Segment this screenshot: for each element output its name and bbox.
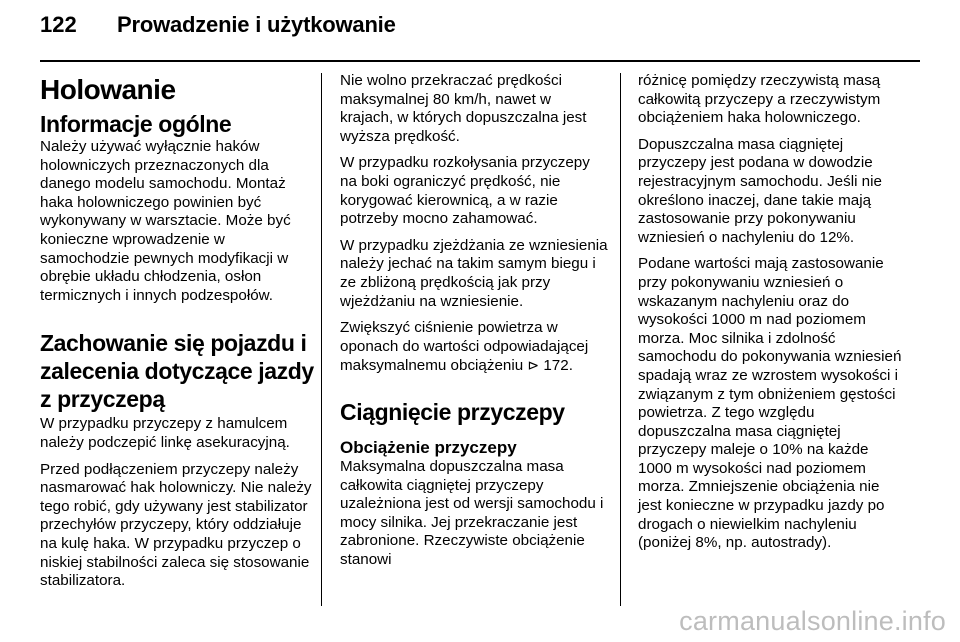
heading-general-info: Informacje ogólne [40,111,232,137]
page-reference-arrow-icon: ⊳ [527,357,540,374]
page-reference-number[interactable]: 172. [539,357,573,375]
paragraph-max-mass: Maksymalna dopuszczalna masa całkowita ciągniętej przyczepy uzależniona jest od wersji samochodu i mocy silnika. Jej przekraczanie jest zabronione. Rzeczywiste obciążenie stanowi [340,457,604,568]
header-rule [40,60,920,62]
paragraph-swaying: W przypadku rozkołysania przyczepy na boki ograniczyć prędkość, nie korygować kierownicą, a w razie potrzeby mocno zahamować. [340,154,590,228]
spacer [340,229,608,237]
paragraph-tyre-pressure [340,319,608,376]
spacer [340,311,608,319]
paragraph-lubrication: Przed podłączeniem przyczepy należy nasmarować hak holowniczy. Nie należy tego robić, gdy używany jest stabilizator przechyłów przyczepy, który oddziałuje na kulę haka. W przypadku przyczep o niskiej stabilności zaleca się stosowanie stabilizatora. [40,460,312,590]
spacer [40,305,315,325]
watermark: carmanualsonline.info [679,606,946,636]
paragraph-downhill: W przypadku zjeżdżania ze wzniesienia należy jechać na takim samym biegu i ze zbliżoną prędkością jak przy wjeżdżaniu na wzniesienie. [340,236,608,310]
column-3 [638,72,904,553]
paragraph-speed-limit: Nie wolno przekraczać prędkości maksymalnej 80 km/h, nawet w krajach, w których dopuszczalna jest wyższa prędkość. [340,72,587,145]
page-number: 122 [40,12,77,37]
section-title-towing: Holowanie [40,74,176,105]
paragraph-load-difference: różnicę pomiędzy rzeczywistą masą całkowitą przyczepy a rzeczywistym obciążeniem haka holowniczego. [638,72,881,127]
heading-trailer-load: Obciążenie przyczepy [340,437,517,457]
spacer [40,453,315,461]
spacer [340,146,608,154]
spacer [340,426,608,438]
running-title: Prowadzenie i użytkowanie [117,12,396,37]
spacer [638,247,904,255]
paragraph-registration: Dopuszczalna masa ciągniętej przyczepy jest podana w dowodzie rejestracyjnym samochodu. Jeśli nie określono inaczej, dane takie mają zastosowanie przy pokonywaniu wzniesień o nachyleniu do 12%. [638,135,882,246]
paragraph-altitude: Podane wartości mają zastosowanie przy pokonywaniu wzniesień o wskazanym nachyleniu oraz do wysokości 1000 m nad poziomem morza. Moc silnika i zdolność samochodu do pokonywania wzniesień spadają wraz ze wzrostem wysokości i związanym z tym obniżeniem gęstości powietrza. Z tego względu dopuszczalna masa ciągniętej przyczepy maleje o 10% na każde 1000 m wysokości nad poziomem morza. Zmniejszenie obciążenia nie jest konieczne w przypadku jazdy po drogach o niewielkim nachyleniu (poniżej 8%, np. autostrady). [638,255,902,552]
paragraph-hooks: Należy używać wyłącznie haków holowniczych przeznaczonych dla danego modelu samochodu. Montaż haka holowniczego powinien być wykonywany w warsztacie. Może być konieczne wprowadzenie w samochodzie pewnych modyfikacji w obrębie układu chłodzenia, osłon termicznych i innych podzespołów. [40,138,291,304]
column-1 [40,72,315,591]
heading-trailer-towing: Ciągnięcie przyczepy [340,398,565,425]
tyre-pressure-text: Zwiększyć ciśnienie powietrza w oponach do wartości odpowiadającej maksymalnemu obciążeniu [340,319,589,375]
page-header [40,12,920,52]
spacer [638,128,904,136]
column-2 [340,72,608,569]
paragraph-safety-cable: W przypadku przyczepy z hamulcem należy podczepić linkę asekuracyjną. [40,415,290,451]
heading-vehicle-behavior: Zachowanie się pojazdu i zalecenia dotyczące jazdy z przyczepą [40,330,314,413]
spacer [340,376,608,396]
column-divider-1 [321,73,322,606]
column-divider-2 [620,73,621,606]
